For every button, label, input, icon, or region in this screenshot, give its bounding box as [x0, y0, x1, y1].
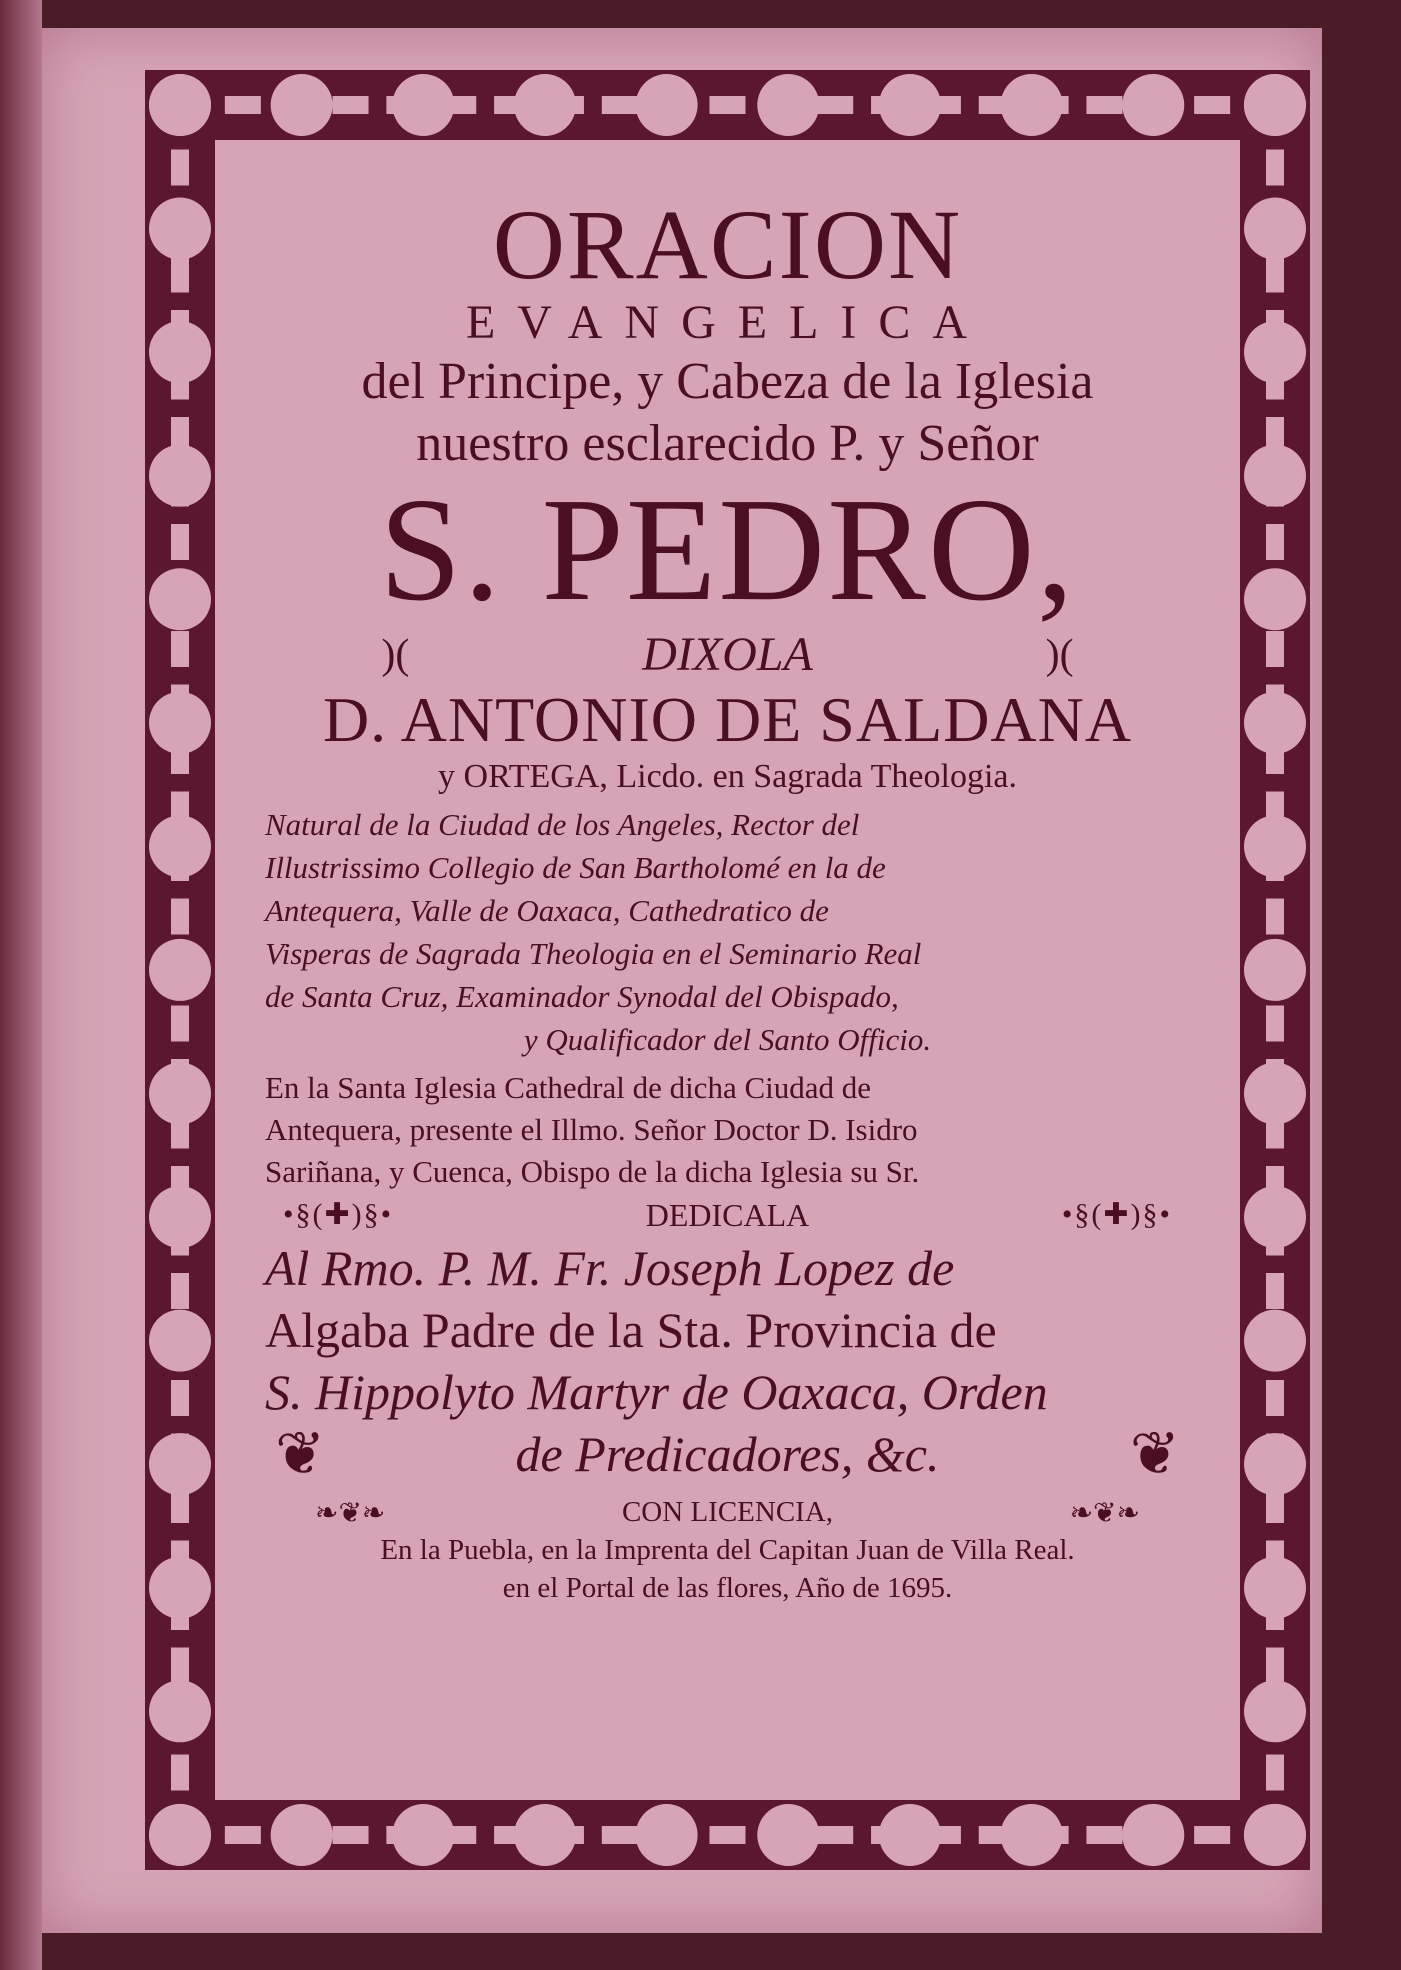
- title-line-principe: del Principe, y Cabeza de la Iglesia: [361, 353, 1094, 410]
- author-name: D. ANTONIO DE SALDANA: [322, 684, 1133, 755]
- separator-right: )(: [1045, 632, 1074, 678]
- dedicala-label: DEDICALA: [645, 1197, 810, 1233]
- credential-line: Antequera, Valle de Oaxaca, Cathedratico de: [265, 893, 829, 928]
- dedication-header: [283, 1193, 1172, 1237]
- dedication-line: Algaba Padre de la Sta. Provincia de: [265, 1302, 997, 1358]
- occasion-block: [265, 1067, 1190, 1193]
- license-row: [315, 1493, 1140, 1531]
- fleuron-left-icon: ❦: [275, 1419, 326, 1489]
- title-page-text: [265, 189, 1190, 1607]
- occasion-line: Sariñana, y Cuenca, Obispo de la dicha Iglesia su Sr.: [265, 1154, 920, 1189]
- fleuron-right-icon: ❦: [1129, 1419, 1180, 1489]
- dedication-line: Al Rmo. P. M. Fr. Joseph Lopez de: [265, 1240, 955, 1296]
- cross-ornament-left: •§(✚)§•: [283, 1198, 394, 1231]
- ornament-left-icon: ❧❦❧: [315, 1495, 386, 1529]
- predicadores-row: [275, 1419, 1180, 1489]
- dedication-last-line: de Predicadores, &c.: [515, 1426, 940, 1482]
- title-oracion: ORACION: [492, 189, 963, 300]
- author-degree: y ORTEGA, Licdo. en Sagrada Theologia.: [438, 758, 1017, 795]
- imprint-line: en el Portal de las flores, Año de 1695.: [502, 1572, 953, 1604]
- dixola-label: DIXOLA: [642, 628, 813, 681]
- credentials-block: [265, 803, 1190, 1061]
- occasion-line: En la Santa Iglesia Cathedral de dicha Ciudad de: [265, 1070, 872, 1105]
- credential-line: Natural de la Ciudad de los Angeles, Rector del: [265, 807, 860, 842]
- cross-ornament-right: •§(✚)§•: [1061, 1198, 1172, 1231]
- credential-line: Illustrissimo Collegio de San Bartholomé en la de: [265, 850, 886, 885]
- credential-line: Visperas de Sagrada Theologia en el Seminario Real: [265, 936, 922, 971]
- credential-line: de Santa Cruz, Examinador Synodal del Obispado,: [265, 979, 899, 1014]
- title-line-senor: nuestro esclarecido P. y Señor: [416, 415, 1039, 472]
- dixola-row: [265, 625, 1190, 685]
- title-evangelica: EVANGELICA: [465, 296, 990, 349]
- dedication-line: S. Hippolyto Martyr de Oaxaca, Orden: [265, 1364, 1048, 1420]
- ornament-right-icon: ❧❦❧: [1069, 1495, 1140, 1529]
- separator-left: )(: [381, 632, 410, 678]
- book-spine-edge: [0, 0, 42, 1970]
- credential-line: y Qualificador del Santo Officio.: [523, 1022, 932, 1057]
- license-label: CON LICENCIA,: [621, 1496, 834, 1528]
- title-san-pedro: S. PEDRO,: [379, 468, 1076, 632]
- imprint-line: En la Puebla, en la Imprenta del Capitan Juan de Villa Real.: [380, 1534, 1075, 1566]
- occasion-line: Antequera, presente el Illmo. Señor Doctor D. Isidro: [265, 1112, 918, 1147]
